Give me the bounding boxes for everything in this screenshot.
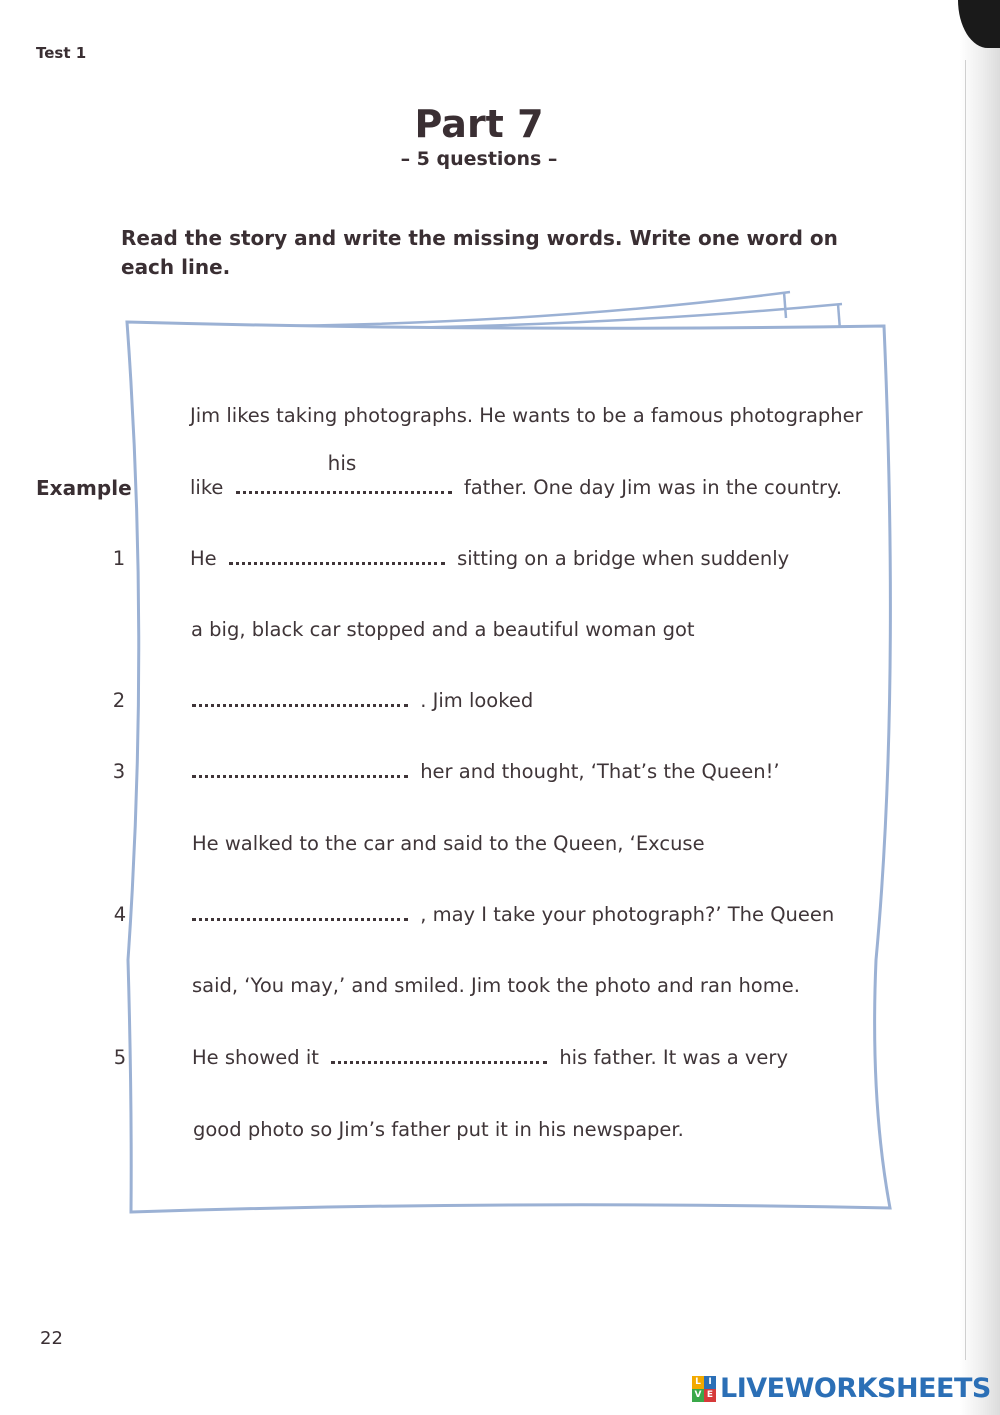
part-subtitle: – 5 questions – xyxy=(400,148,558,170)
example-answer: his xyxy=(327,451,357,475)
story-text: sitting on a bridge when suddenly xyxy=(457,547,790,570)
answer-blank-3[interactable] xyxy=(192,761,408,778)
question-number-5: 5 xyxy=(113,1046,127,1069)
story-line-9: said, ‘You may,’ and smiled. Jim took the photo and ran home. xyxy=(192,974,800,997)
answer-blank-5[interactable] xyxy=(331,1047,547,1064)
liveworksheets-logo-icon xyxy=(692,1376,716,1402)
answer-blank-example xyxy=(236,451,452,494)
page-number: 22 xyxy=(40,1328,63,1349)
logo-letter: V xyxy=(692,1389,704,1402)
question-number-1: 1 xyxy=(112,547,126,570)
logo-letter: I xyxy=(704,1376,716,1389)
story-line-7: He walked to the car and said to the Queen, ‘Excuse xyxy=(192,832,705,855)
story-line-8 xyxy=(186,903,834,926)
test-label: Test 1 xyxy=(36,44,87,62)
part-title: Part 7 xyxy=(414,102,544,146)
story-line-1: Jim likes taking photographs. He wants to be a famous photographer xyxy=(190,404,863,427)
story-text: her and thought, ‘That’s the Queen!’ xyxy=(420,760,780,783)
instructions: Read the story and write the missing words. Write one word on each line. xyxy=(121,226,838,279)
question-number-2: 2 xyxy=(112,689,126,712)
story-text: . Jim looked xyxy=(420,689,534,712)
story-line-11: good photo so Jim’s father put it in his newspaper. xyxy=(193,1118,684,1141)
story-line-10 xyxy=(192,1046,788,1069)
story-line-2 xyxy=(190,451,843,499)
brand-watermark xyxy=(692,1373,991,1404)
story-text: father. One day Jim was in the country. xyxy=(463,476,843,499)
story-line-3 xyxy=(190,547,789,570)
brand-name: LIVEWORKSHEETS xyxy=(720,1373,991,1404)
story-line-5 xyxy=(186,689,533,712)
answer-blank-4[interactable] xyxy=(192,904,408,921)
answer-blank-1[interactable] xyxy=(229,548,445,565)
logo-letter: L xyxy=(692,1376,704,1389)
story-text: He showed it xyxy=(192,1046,319,1069)
question-number-4: 4 xyxy=(113,903,127,926)
answer-blank-2[interactable] xyxy=(192,690,408,707)
story-text: his father. It was a very xyxy=(559,1046,788,1069)
story-line-4: a big, black car stopped and a beautiful woman got xyxy=(191,618,695,641)
story-line-6 xyxy=(186,760,780,783)
story-text: He xyxy=(190,547,217,570)
back-page-edge-1 xyxy=(140,292,790,326)
story-text: , may I take your photograph?’ The Queen xyxy=(420,903,835,926)
example-label: Example xyxy=(36,476,132,500)
logo-letter: E xyxy=(704,1389,716,1402)
story-text: like xyxy=(190,476,224,499)
back-page-corner-1 xyxy=(784,292,786,318)
question-number-3: 3 xyxy=(112,760,126,783)
